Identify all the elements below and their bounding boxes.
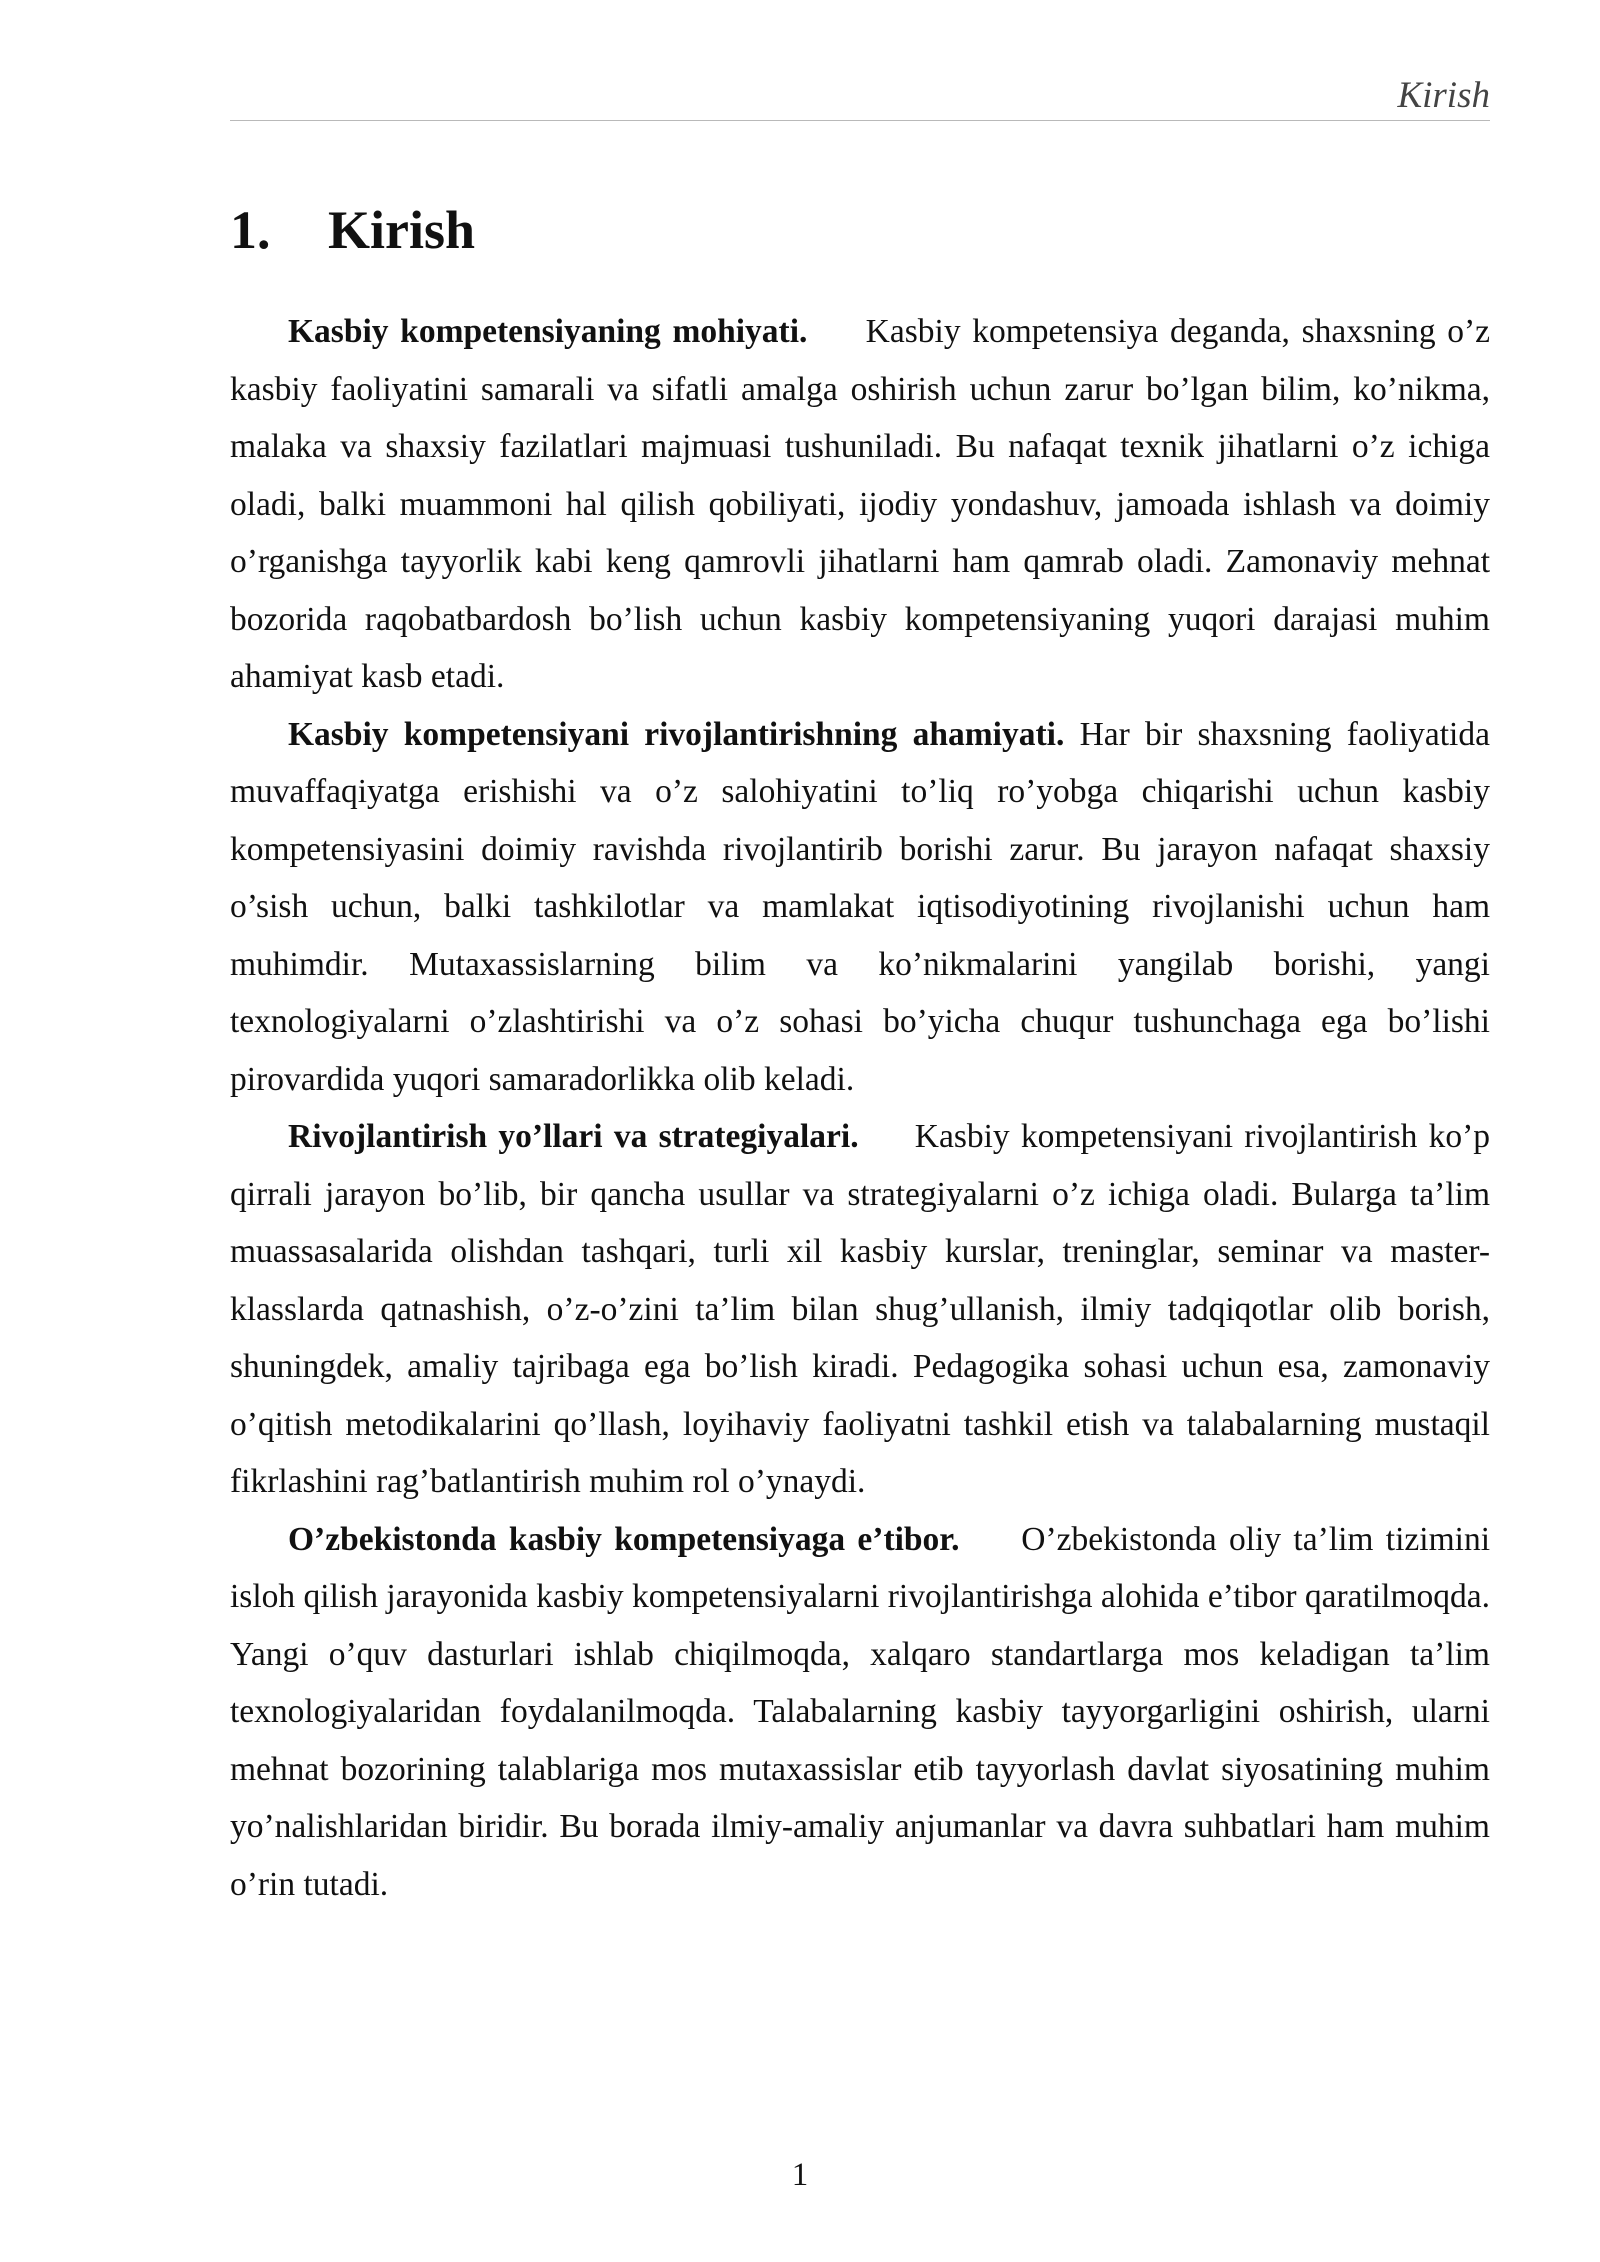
paragraph [230, 303, 1490, 706]
paragraph-lead: O’zbekistonda kasbiy kompetensiyaga e’tibor. [288, 1520, 960, 1558]
chapter-title: Kirish [328, 200, 476, 260]
paragraph [230, 706, 1490, 1109]
chapter-number: 1. [230, 200, 271, 260]
body-text [230, 303, 1490, 1913]
chapter-heading [230, 198, 475, 262]
paragraph-lead: Rivojlantirish yo’llari va strategiyalari. [288, 1118, 859, 1155]
running-header: Kirish [1397, 75, 1490, 116]
paragraph-lead: Kasbiy kompetensiyaning mohiyati. [288, 313, 808, 350]
page-number: 1 [791, 2157, 809, 2193]
header-divider [230, 120, 1490, 121]
paragraph [230, 1511, 1490, 1914]
paragraph-text: Har bir shaxsning faoliyatida muvaffaqiyatga erishishi va o’z salohiyatini to’liq ro’yobga chiqarishi uchun kasbiy kompetensiyasini doimiy ravishda rivojlantirib borishi zarur. Bu jarayon nafaqat shaxsiy o’sish uchun, balki tashkilotlar va mamlakat iqtisodiyotining rivojlanishi uchun ham muhimdir. Mutaxassislarning bilim va ko’nikmalarini yangilab borishi, yangi texnologiyalarni o’zlashtirishi va o’z sohasi bo’yicha chuqur tushunchaga ega bo’lishi pirovardida yuqori samaradorlikka olib keladi. [230, 715, 1490, 1098]
paragraph-text: Kasbiy kompetensiya deganda, shaxsning o’z kasbiy faoliyatini samarali va sifatli amalga oshirish uchun zarur bo’lgan bilim, ko’nikma, malaka va shaxsiy fazilatlari majmuasi tushuniladi. Bu nafaqat texnik jihatlarni o’z ichiga oladi, balki muammoni hal qilish qobiliyati, ijodiy yondashuv, jamoada ishlash va doimiy o’rganishga tayyorlik kabi keng qamrovli jihatlarni ham qamrab oladi. Zamonaviy mehnat bozorida raqobatbardosh bo’lish uchun kasbiy kompetensiyaning yuqori darajasi muhim ahamiyat kasb etadi. [230, 313, 1491, 695]
paragraph-text: Kasbiy kompetensiyani rivojlantirish ko’p qirrali jarayon bo’lib, bir qancha usullar va strategiyalarni o’z ichiga oladi. Bularga ta’lim muassasalarida olishdan tashqari, turli xil kasbiy kurslar, treninglar, seminar va master-klasslarda qatnashish, o’z-o’zini ta’lim bilan shug’ullanish, ilmiy tadqiqotlar olib borish, shuningdek, amaliy tajribaga ega bo’lish kiradi. Pedagogika sohasi uchun esa, zamonaviy o’qitish metodikalarini qo’llash, loyihaviy faoliyatni tashkil etish va talabalarning mustaqil fikrlashini rag’batlantirish muhim rol o’ynaydi. [230, 1118, 1490, 1500]
paragraph-lead: Kasbiy kompetensiyani rivojlantirishning ahamiyati. [288, 715, 1065, 753]
paragraph [230, 1108, 1490, 1511]
paragraph-text: O’zbekistonda oliy ta’lim tizimini isloh qilish jarayonida kasbiy kompetensiyalarni rivojlantirishga alohida e’tibor qaratilmoqda. Yangi o’quv dasturlari ishlab chiqilmoqda, xalqaro standartlarga mos keladigan ta’lim texnologiyalaridan foydalanilmoqda. Talabalarning kasbiy tayyorgarligini oshirish, ularni mehnat bozorining talablariga mos mutaxassislar etib tayyorlash davlat siyosatining muhim yo’nalishlaridan biridir. Bu borada ilmiy-amaliy anjumanlar va davra suhbatlari ham muhim o’rin tutadi. [230, 1520, 1490, 1903]
